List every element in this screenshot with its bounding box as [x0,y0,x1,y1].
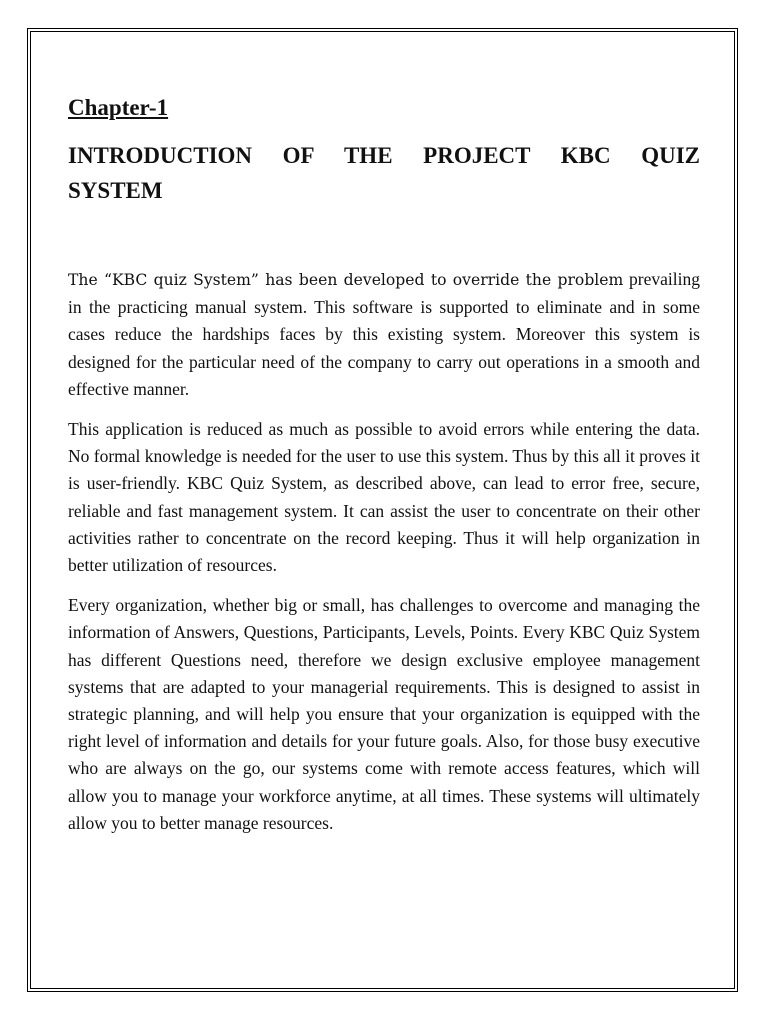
section-heading-line-1: INTRODUCTION OF THE PROJECT KBC QUIZ [68,143,700,168]
paragraph-1 [68,266,700,403]
paragraph-1-lead: The “KBC quiz System” has been developed to override the problem [68,271,624,289]
paragraph-2: This application is reduced as much as possible to avoid errors while entering the data. No formal knowledge is needed for the user to use this system. Thus by this all it proves it is user-friendly. KBC Quiz System, as described above, can lead to error free, secure, reliable and fast management system. It can assist the user to concentrate on their other activities rather to concentrate on the record keeping. Thus it will help organization in better utilization of resources. [68,419,701,576]
paragraph-3: Every organization, whether big or small, has challenges to overcome and managing the information of Answers, Questions, Participants, Levels, Points. Every KBC Quiz System has different Questions need, therefore we design exclusive employee management systems that are adapted to your managerial requirements. This is designed to assist in strategic planning, and will help you ensure that your organization is equipped with the right level of information and details for your future goals. Also, for those busy executive who are always on the go, our systems come with remote access features, which will allow you to manage your workforce anytime, at all times. These systems will ultimately allow you to better manage resources. [68,595,700,833]
document-content [68,92,700,837]
chapter-title: Chapter-1 [68,95,169,120]
section-heading-line-2: SYSTEM [68,178,163,203]
section-heading [68,138,700,208]
paragraph-1-body: prevailing in the practicing manual system. This software is supported to eliminate and in some cases reduce the hardships faces by this existing system. Moreover this system is designed for the particular need of the company to carry out operations in a smooth and effective manner. [68,269,700,399]
